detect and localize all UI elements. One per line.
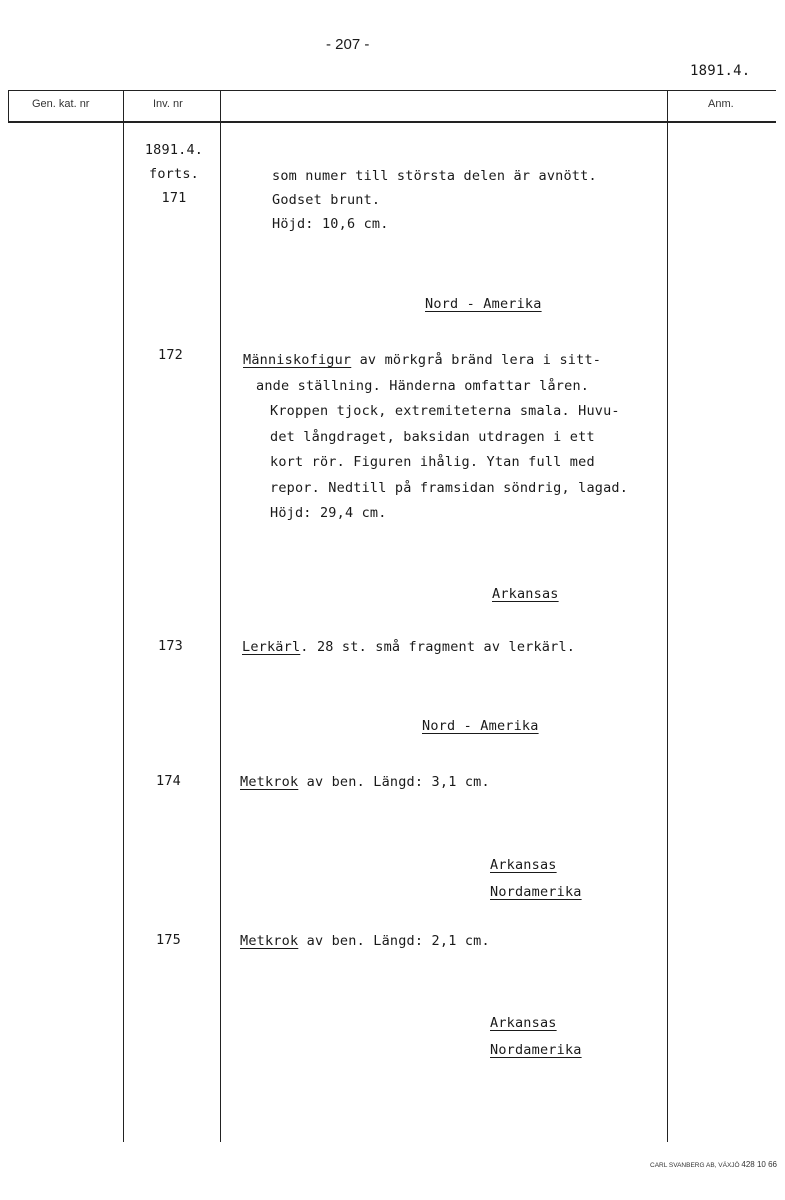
region-heading-3: Nord - Amerika	[422, 718, 539, 734]
entry-175-term: Metkrok	[240, 933, 299, 949]
region-heading-4	[490, 852, 582, 906]
column-header-gen-kat-nr: Gen. kat. nr	[32, 98, 90, 110]
region-5-line-2: Nordamerika	[490, 1042, 582, 1058]
entry-173-text	[242, 639, 575, 655]
printer-name: CARL SVANBERG AB, VÄXJÖ	[650, 1162, 740, 1169]
entry-171-line-1: som numer till största delen är avnött.	[272, 168, 597, 184]
inv-forts: forts.	[149, 166, 199, 182]
column-divider-2	[220, 90, 221, 1142]
region-heading-5	[490, 1010, 582, 1064]
column-header-anm: Anm.	[708, 98, 734, 110]
printer-code: 428 10 66	[741, 1160, 777, 1169]
entry-175-rest: av ben. Längd: 2,1 cm.	[298, 933, 490, 949]
entry-172-text	[243, 348, 628, 527]
entry-175-text	[240, 933, 490, 949]
inv-number-171: 171	[161, 190, 187, 206]
entry-172-line-4: det långdraget, baksidan utdragen i ett	[270, 428, 595, 445]
page-number: - 207 -	[326, 36, 370, 53]
entry-172-line-1	[243, 348, 628, 374]
entry-172-line-1-rest: av mörkgrå bränd lera i sitt-	[351, 352, 602, 368]
inv-number-173: 173	[158, 638, 183, 654]
inv-number-175: 175	[156, 932, 181, 948]
column-divider-left-edge	[8, 90, 9, 122]
entry-173-rest: . 28 st. små fragment av lerkärl.	[300, 639, 576, 655]
inv-number-172: 172	[158, 347, 183, 363]
region-heading-1: Nord - Amerika	[425, 296, 542, 312]
column-header-inv-nr: Inv. nr	[153, 98, 183, 110]
region-5-line-1: Arkansas	[490, 1015, 557, 1031]
entry-173-term: Lerkärl	[242, 639, 301, 655]
year-header: 1891.4.	[690, 63, 751, 79]
entry-172-term: Människofigur	[243, 352, 352, 368]
inv-year: 1891.4.	[144, 142, 204, 158]
entry-172-line-3: Kroppen tjock, extremiteterna smala. Huvu-	[270, 403, 620, 419]
entry-171-line-3: Höjd: 10,6 cm.	[272, 216, 389, 232]
entry-172-line-7: Höjd: 29,4 cm.	[270, 505, 387, 521]
entry-172-line-5: kort rör. Figuren ihålig. Ytan full med	[270, 454, 595, 470]
entry-171-text	[272, 164, 597, 236]
region-4-line-2: Nordamerika	[490, 884, 582, 900]
column-divider-1	[123, 90, 124, 1142]
entry-174-rest: av ben. Längd: 3,1 cm.	[298, 774, 490, 790]
entry-174-term: Metkrok	[240, 774, 299, 790]
inv-year-continued	[143, 138, 205, 210]
region-heading-2: Arkansas	[492, 586, 559, 602]
entry-171-line-2: Godset brunt.	[272, 192, 381, 208]
printer-imprint	[650, 1160, 777, 1169]
column-divider-3	[667, 90, 668, 1142]
region-4-line-1: Arkansas	[490, 857, 557, 873]
inv-number-174: 174	[156, 773, 181, 789]
entry-172-line-2: ande ställning. Händerna omfattar låren.	[256, 377, 590, 394]
entry-174-text	[240, 774, 490, 790]
entry-172-line-6: repor. Nedtill på framsidan söndrig, lagad.	[270, 479, 629, 496]
